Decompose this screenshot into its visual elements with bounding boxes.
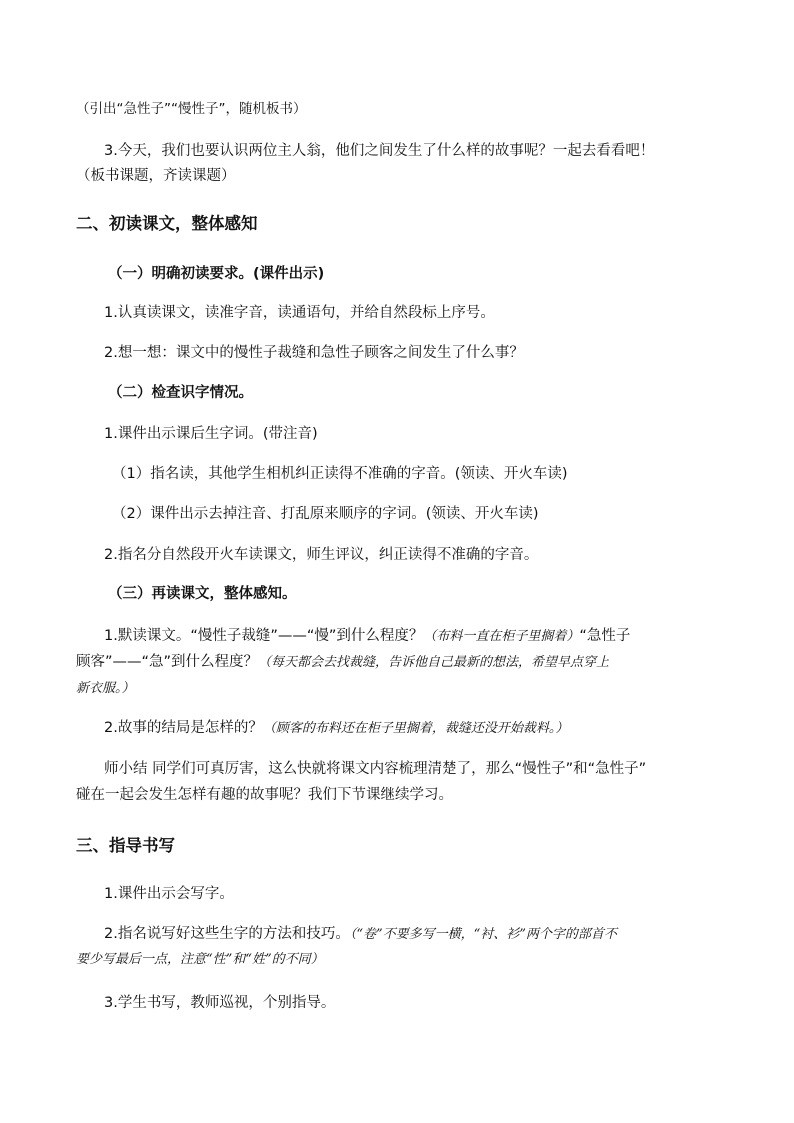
intro-line-2: 3.今天，我们也要认识两位主人翁，他们之间发生了什么样的故事呢？一起去看看吧！ [104,143,655,159]
sub2-item-1a: （1）指名读，其他学生相机纠正读得不准确的字音。(领读、开火车读) [112,466,568,482]
sub2-item-1b: （2）课件出示去掉注音、打乱原来顺序的字词。(领读、开火车读) [112,506,539,522]
sub3-item-2-note: （顾客的布料还在柜子里搁着，裁缝还没开始裁料。） [262,721,569,736]
section3-item-2-text: 2.指名说写好这些生字的方法和技巧。 [104,926,350,942]
sub3-item-1-line-2-text: 顾客”——“急”到什么程度？ [76,654,259,670]
section3-item-2-line-2: 要少写最后一点，注意“性”和“姓”的不同） [76,952,324,967]
section3-item-2 [104,924,617,945]
sub3-item-1-line-3: 新衣服。） [76,681,135,696]
sub1-item-1: 1.认真读课文，读准字音，读通语句，并给自然段标上序号。 [104,305,495,321]
summary-line-1: 师小结 同学们可真厉害，这么快就将课文内容梳理清楚了，那么“慢性子”和“急性子” [104,761,647,777]
sub3-item-2-text: 2.故事的结局是怎样的？ [104,720,263,736]
section3-item-3: 3.学生书写，教师巡视，个别指导。 [104,995,336,1011]
sub3-heading: （三）再读课文，整体感知。 [108,586,297,602]
sub3-item-1-note: （布料一直在柜子里搁着） [423,629,580,644]
sub3-item-1-line-2-note: （每天都会去找裁缝，告诉他自己最新的想法，希望早点穿上 [258,655,610,670]
summary-line-2: 碰在一起会发生怎样有趣的故事呢？我们下节课继续学习。 [76,787,453,803]
intro-line-1: （引出“急性子”“慢性子”，随机板书） [76,101,307,117]
sub3-item-1-line-2 [76,652,609,673]
sub1-item-2: 2.想一想：课文中的慢性子裁缝和急性子顾客之间发生了什么事？ [104,345,524,361]
sub2-item-1: 1.课件出示课后生字词。(带注音) [104,426,318,442]
section3-heading: 三、指导书写 [76,836,175,855]
sub3-item-1-text: 1.默读课文。“慢性子裁缝”——“慢”到什么程度？ [104,628,424,644]
sub2-heading: （二）检查识字情况。 [108,385,253,401]
sub1-heading: （一）明确初读要求。(课件出示) [108,266,325,282]
sub3-item-2 [104,718,568,739]
section2-heading: 二、初读课文，整体感知 [76,214,258,233]
sub2-item-2: 2.指名分自然段开火车读课文，师生评议，纠正读得不准确的字音。 [104,547,539,563]
section3-item-2-note: （“卷”不要多写一横，“衬、衫”两个字的部首不 [349,927,617,942]
intro-line-3: （板书课题，齐读课题） [76,168,236,184]
sub3-item-1-tail: “急性子 [579,628,631,644]
sub3-item-1-line-1 [104,626,630,647]
section3-item-1: 1.课件出示会写字。 [104,886,234,902]
